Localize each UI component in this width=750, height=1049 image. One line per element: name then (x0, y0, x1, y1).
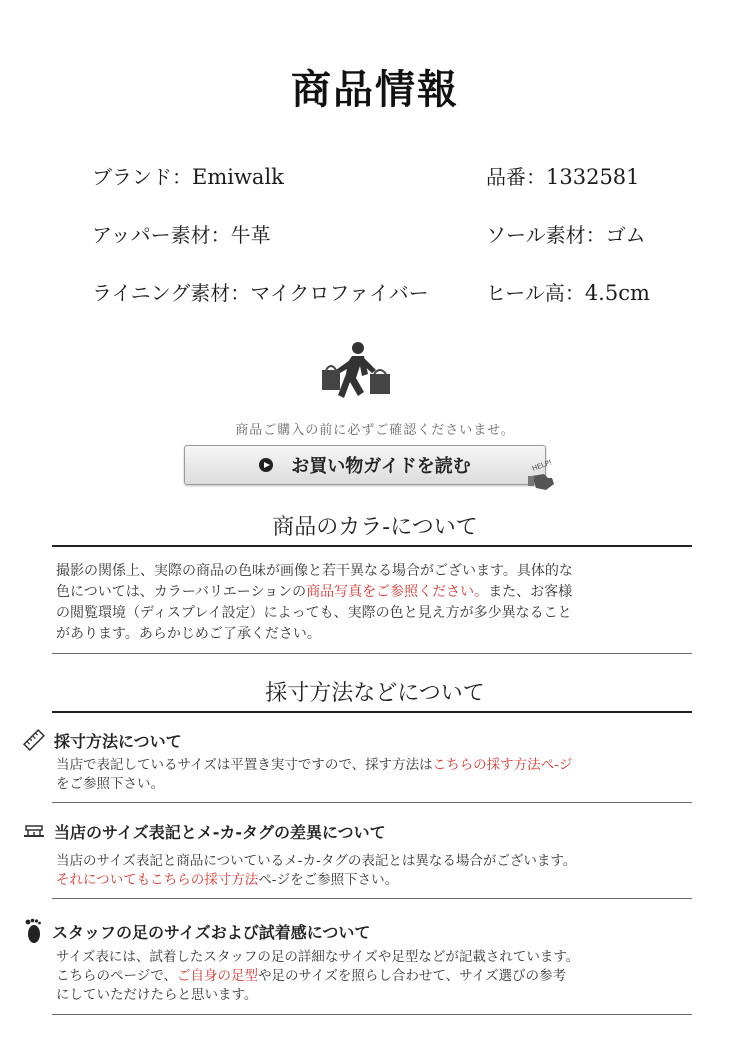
spec-lining-label: ライニング素材 (92, 281, 231, 305)
spec-model: 品番：1332581 (486, 165, 640, 189)
spec-brand-value: Emiwalk (192, 165, 284, 189)
measure-item-3-rule (52, 1014, 692, 1015)
help-label: HELP! (531, 458, 554, 473)
measure-item-2-line-2: それについてもこちらの採寸方法ペ-ジをご参照下さい。 (56, 872, 399, 888)
play-icon (259, 458, 273, 472)
color-text-line-2: 色については、カラーバリエーションの商品写真をご参照ください。また、お客様 (56, 584, 573, 600)
measure-item-1-heading (22, 728, 182, 752)
spec-brand-label: ブランド (92, 165, 172, 189)
measure-item-2-line-1: 当店のサイズ表記と商品についているメ-カ-タグの表記とは異なる場合がございます。 (56, 853, 577, 869)
footprint-icon (22, 918, 44, 944)
measure-item-3-line-2: こちらのページで、ご自身の足型や足のサイズを照らし合わせて、サイズ選びの参考 (56, 968, 567, 984)
spec-brand: ブランド：Emiwalk (92, 165, 284, 189)
scale-icon (22, 822, 46, 842)
color-section-text (56, 561, 706, 645)
measure-item-3-heading (22, 918, 370, 944)
color-section-rule (52, 545, 692, 547)
measure-item-1-line-1: 当店で表記しているサイズは平置き実寸ですので、採す方法はこちらの採す方法ペ-ジ (56, 757, 573, 773)
measure-method-page-link[interactable]: こちらの採す方法ペ-ジ (432, 757, 573, 773)
spec-upper-label: アッパー素材 (92, 223, 211, 247)
spec-heel-value: 4.5cm (584, 281, 650, 305)
measure-section-heading: 採寸方法などについて (265, 681, 485, 706)
spec-heel-label: ヒール高 (486, 281, 565, 305)
foot-shape-link[interactable]: ご自身の足型 (176, 968, 258, 984)
measure-item-2-rule (52, 898, 692, 899)
spec-sole: ソール素材：ゴム (486, 223, 646, 247)
shopping-guide-button[interactable] (184, 445, 546, 485)
measure-item-3-line-3: にしていただけたらと思います。 (56, 987, 258, 1003)
spec-upper-value: 牛革 (230, 223, 271, 247)
measure-item-1-line-2: をご参照下さい。 (56, 776, 164, 792)
product-photo-link[interactable]: 商品写真をご参照ください。 (306, 584, 489, 600)
measure-item-2-heading (22, 820, 386, 843)
spec-sole-label: ソール素材 (486, 223, 586, 247)
color-text-line-1: 撮影の関係上、実際の商品の色味が画像と若干異なる場合がございます。具体的な (56, 563, 573, 579)
spec-sole-value: ゴム (605, 223, 646, 247)
page-title: 商品情報 (291, 66, 459, 113)
pointing-hand-icon (524, 458, 564, 494)
color-text-line-3: の閲覧環境（ディスプレイ設定）によっても、実際の色と見え方が多少異なること (56, 605, 572, 621)
measure-section-rule (52, 711, 692, 713)
color-text-line-4: があります。あらかじめご了承ください。 (56, 626, 321, 642)
color-section-heading: 商品のカラ-について (272, 515, 478, 540)
measure-item-1-rule (52, 802, 692, 803)
measure-item-3-title: スタッフの足のサイズおよび試着感について (52, 922, 371, 942)
spec-upper: アッパー素材：牛革 (92, 223, 271, 247)
measure-item-1-text (56, 756, 696, 794)
measure-item-3-text (56, 948, 696, 1005)
measure-item-3-line-1: サイズ表には、試着したスタッフの足の詳細なサイズや足型などが記載されています。 (56, 949, 580, 965)
guide-note: 商品ご購入の前に必ずご確認くださいませ。 (235, 423, 515, 438)
measure-item-2-title: 当店のサイズ表記とメ-カ-タグの差異について (54, 823, 386, 842)
spec-heel: ヒール高：4.5cm (486, 281, 650, 305)
shopper-icon (314, 340, 394, 410)
spec-lining: ライニング素材：マイクロファイバー (92, 281, 429, 305)
measure-method-link[interactable]: それについてもこちらの採寸方法 (56, 872, 259, 888)
spec-lining-value: マイクロファイバー (250, 281, 429, 305)
spec-model-value: 1332581 (546, 165, 640, 189)
measure-item-2-text (56, 852, 696, 890)
spec-model-label: 品番 (486, 165, 526, 189)
measure-item-1-title: 採寸方法について (54, 731, 182, 751)
shopping-guide-button-label: お買い物ガイドを読む (291, 456, 471, 477)
color-section-bottom-rule (52, 653, 692, 654)
ruler-icon (22, 728, 46, 752)
